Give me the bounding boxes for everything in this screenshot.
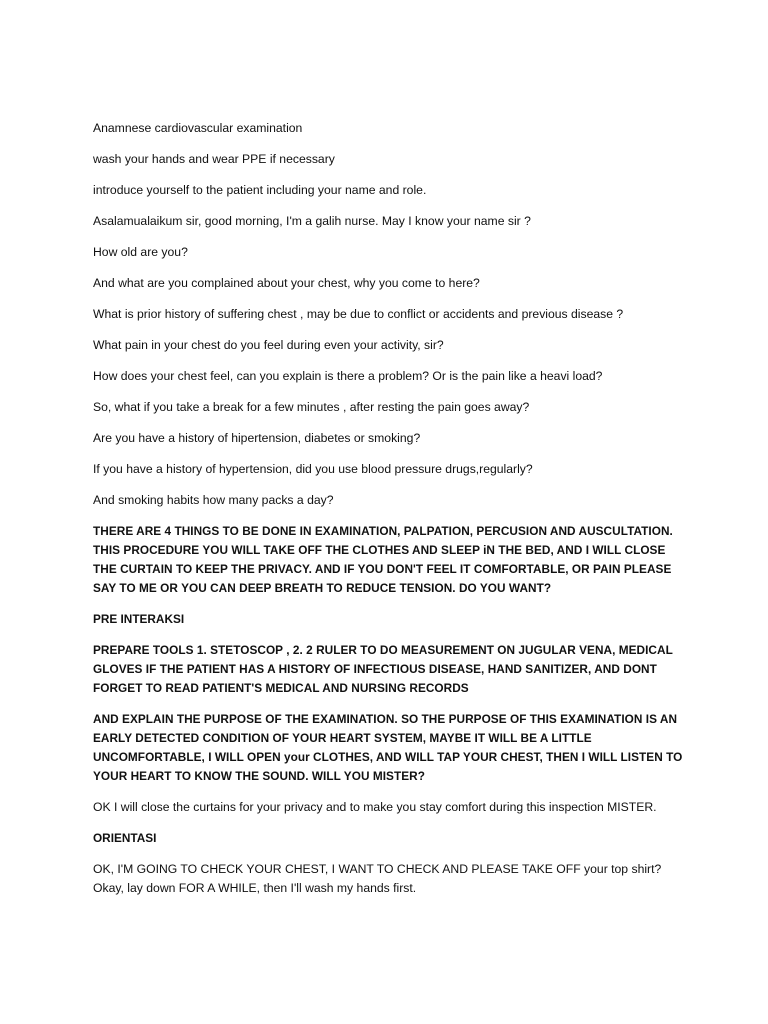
paragraph-prior-history-question: What is prior history of suffering chest , may be due to conflict or accidents and previous disease ? [93, 307, 624, 321]
paragraph-introduce: introduce yourself to the patient including your name and role. [93, 183, 427, 197]
heading-pre-interaksi: PRE INTERAKSI [93, 612, 185, 627]
paragraph-chest-feel-question: How does your chest feel, can you explain is there a problem? Or is the pain like a heavi load? [93, 369, 603, 383]
paragraph-explain-purpose: AND EXPLAIN THE PURPOSE OF THE EXAMINATION. SO THE PURPOSE OF THIS EXAMINATION IS AN EARLY DETECTED CONDITION OF YOUR HEART SYSTEM, MAYBE IT WILL BE A LITTLE UNCOMFORTABLE, I WILL OPEN your CLOTHES, AND WILL TAP YOUR CHEST, THEN I WILL LISTEN TO YOUR HEART TO KNOW THE SOUND. WILL YOU MISTER? [93, 712, 683, 784]
paragraph-close-curtains: OK I will close the curtains for your privacy and to make you stay comfort during this inspection MISTER. [93, 800, 657, 815]
paragraph-examination-steps: THERE ARE 4 THINGS TO BE DONE IN EXAMINATION, PALPATION, PERCUSION AND AUSCULTATION. THIS PROCEDURE YOU WILL TAKE OFF THE CLOTHES AND SLEEP iN THE BED, AND I WILL CLOSE THE CURTAIN TO KEEP THE PRIVACY. AND IF YOU DON'T FEEL IT COMFORTABLE, OR PAIN PLEASE SAY TO ME OR YOU CAN DEEP BREATH TO REDUCE TENSION. DO YOU WANT? [93, 524, 673, 595]
paragraph-greeting: Asalamualaikum sir, good morning, I'm a galih nurse. May I know your name sir ? [93, 214, 531, 228]
paragraph-prepare-tools: PREPARE TOOLS 1. STETOSCOP , 2. 2 RULER TO DO MEASUREMENT ON JUGULAR VENA, MEDICAL GLOVES IF THE PATIENT HAS A HISTORY OF INFECTIOUS DISEASE, HAND SANITIZER, AND DONT FORGET TO READ PATIENT'S MEDICAL AND NURSING RECORDS [93, 643, 673, 695]
paragraph-drugs-question: If you have a history of hypertension, did you use blood pressure drugs,regularly? [93, 462, 533, 476]
paragraph-smoking-question: And smoking habits how many packs a day? [93, 493, 334, 507]
document-title: Anamnese cardiovascular examination [93, 121, 303, 135]
paragraph-rest-question: So, what if you take a break for a few minutes , after resting the pain goes away? [93, 400, 530, 414]
heading-orientasi: ORIENTASI [93, 831, 157, 846]
paragraph-history-question: Are you have a history of hipertension, diabetes or smoking? [93, 431, 421, 445]
paragraph-wash-hands: wash your hands and wear PPE if necessary [93, 152, 335, 166]
paragraph-age-question: How old are you? [93, 245, 188, 259]
paragraph-check-chest: OK, I'M GOING TO CHECK YOUR CHEST, I WANT TO CHECK AND PLEASE TAKE OFF your top shirt? Okay, lay down FOR A WHILE, then I'll wash my hands first. [93, 862, 662, 895]
paragraph-pain-question: What pain in your chest do you feel during even your activity, sir? [93, 338, 444, 352]
paragraph-complaint-question: And what are you complained about your chest, why you come to here? [93, 276, 480, 290]
document-body [93, 119, 683, 910]
